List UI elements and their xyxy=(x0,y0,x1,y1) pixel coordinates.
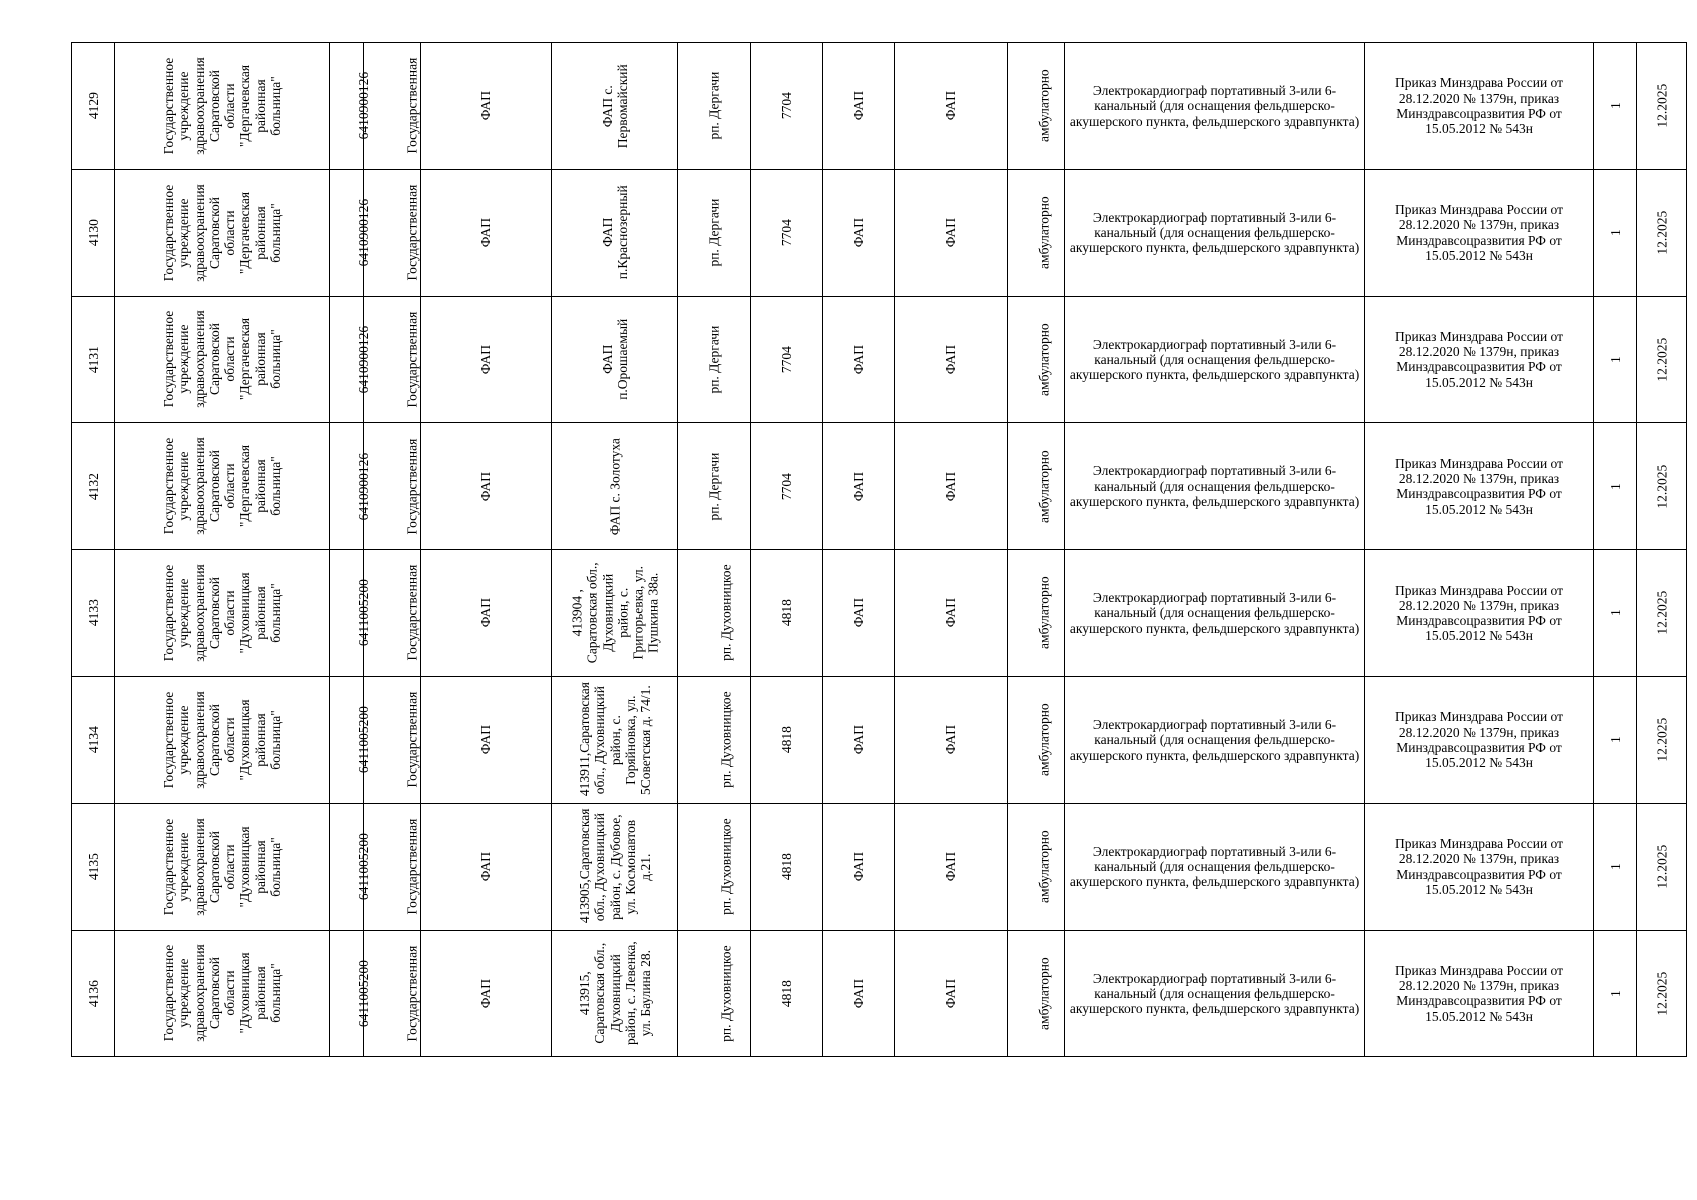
cell-locality-text: рп. Духовницкое xyxy=(718,564,734,662)
cell-ownership-text: Государственная xyxy=(404,57,420,154)
cell-locality xyxy=(678,803,751,930)
cell-type-2 xyxy=(895,676,1008,803)
cell-locality-text: рп. Духовницкое xyxy=(718,818,734,915)
cell-ownership-text: Государственная xyxy=(404,565,420,662)
cell-quantity-text: 1 xyxy=(1607,609,1623,617)
cell-kind-text: ФАП xyxy=(478,471,494,501)
cell-date xyxy=(1637,169,1687,296)
cell-date xyxy=(1637,803,1687,930)
cell-type-1 xyxy=(823,676,895,803)
cell-ownership-text: Государственная xyxy=(404,311,420,408)
cell-type-1 xyxy=(823,930,895,1057)
cell-locality xyxy=(678,676,751,803)
cell-care-condition xyxy=(1008,550,1065,677)
cell-date xyxy=(1637,550,1687,677)
cell-order xyxy=(1365,169,1594,296)
cell-code-text: 4818 xyxy=(778,599,794,627)
cell-date-text: 12.2025 xyxy=(1653,971,1669,1016)
cell-kind-text: ФАП xyxy=(478,598,494,628)
cell-type-2 xyxy=(895,930,1008,1057)
cell-code-text: 7704 xyxy=(778,472,794,500)
cell-type-2-text: ФАП xyxy=(943,598,959,628)
cell-kind-text: ФАП xyxy=(478,91,494,121)
cell-organization xyxy=(115,43,330,170)
cell-date-text: 12.2025 xyxy=(1653,210,1669,255)
cell-facility-name-text: ФАП с. Золотуха xyxy=(606,437,622,535)
cell-ownership-text: Государственная xyxy=(404,691,420,788)
cell-type-2-text: ФАП xyxy=(943,218,959,248)
cell-inn xyxy=(330,550,371,677)
cell-type-1-text: ФАП xyxy=(850,471,866,501)
cell-equipment xyxy=(1065,423,1365,550)
cell-kind-text: ФАП xyxy=(478,218,494,248)
cell-care-condition-text: амбулаторно xyxy=(1036,576,1052,650)
cell-type-1-text: ФАП xyxy=(850,852,866,882)
cell-quantity xyxy=(1594,803,1637,930)
cell-quantity-text: 1 xyxy=(1607,482,1623,490)
cell-organization-text: Государственное учреждение здравоохранения Саратовской области "Духовницкая районная больница" xyxy=(161,817,283,916)
cell-number-text: 4135 xyxy=(85,853,101,881)
cell-facility-name-text: ФАП п.Краснозерный xyxy=(599,185,630,280)
cell-equipment xyxy=(1065,803,1365,930)
cell-kind-text: ФАП xyxy=(478,344,494,375)
equipment-register-table xyxy=(71,42,1687,1057)
cell-code xyxy=(751,43,823,170)
cell-number-text: 4129 xyxy=(85,92,101,120)
cell-quantity xyxy=(1594,296,1637,423)
cell-type-2-text: ФАП xyxy=(943,344,959,375)
cell-date-text: 12.2025 xyxy=(1653,717,1669,762)
cell-facility-name-text: ФАП с. Первомайский xyxy=(599,63,630,148)
cell-care-condition xyxy=(1008,423,1065,550)
cell-type-1-text: ФАП xyxy=(850,978,866,1009)
cell-type-1-text: ФАП xyxy=(850,218,866,248)
cell-care-condition-text: амбулаторно xyxy=(1036,957,1052,1030)
cell-type-2-text: ФАП xyxy=(943,91,959,121)
cell-order-text: Приказ Минздрава России от 28.12.2020 № 1379н, приказ Минздравсоцразвития РФ от 15.05.2012 № 543н xyxy=(1395,582,1564,644)
cell-inn-text: 6410900126 xyxy=(356,72,372,140)
table-row xyxy=(72,423,1687,550)
cell-type-1 xyxy=(823,550,895,677)
cell-quantity xyxy=(1594,423,1637,550)
cell-care-condition xyxy=(1008,43,1065,170)
cell-facility-name-text: 413915, Саратовская обл., Духовницкий район, с. Левенка, ул. Баулина 28. xyxy=(576,941,653,1046)
cell-organization xyxy=(115,169,330,296)
table-row xyxy=(72,43,1687,170)
cell-equipment xyxy=(1065,296,1365,423)
cell-date-text: 12.2025 xyxy=(1653,844,1669,889)
cell-date xyxy=(1637,423,1687,550)
cell-organization xyxy=(115,930,330,1057)
cell-order xyxy=(1365,676,1594,803)
cell-type-2 xyxy=(895,43,1008,170)
cell-code-text: 7704 xyxy=(778,345,794,373)
cell-kind xyxy=(421,43,552,170)
cell-locality-text: рп. Дергачи xyxy=(706,325,722,394)
cell-quantity xyxy=(1594,169,1637,296)
cell-organization-text: Государственное учреждение здравоохранения Саратовской области "Духовницкая районная больница" xyxy=(161,944,283,1043)
cell-inn-text: 6410900126 xyxy=(356,452,372,521)
cell-ownership xyxy=(364,930,421,1057)
cell-type-2 xyxy=(895,169,1008,296)
cell-code-text: 4818 xyxy=(778,979,794,1007)
cell-code xyxy=(751,676,823,803)
cell-inn-text: 6411005200 xyxy=(355,833,371,901)
cell-order xyxy=(1365,423,1594,550)
cell-type-2 xyxy=(895,423,1008,550)
cell-care-condition-text: амбулаторно xyxy=(1036,196,1052,269)
cell-facility-name xyxy=(552,550,678,677)
cell-kind-text: ФАП xyxy=(478,725,494,755)
cell-quantity-text: 1 xyxy=(1607,102,1623,110)
cell-quantity xyxy=(1594,550,1637,677)
cell-code xyxy=(751,930,823,1057)
cell-number xyxy=(72,930,115,1057)
cell-organization-text: Государственное учреждение здравоохранения Саратовской области "Дергачевская районная больница" xyxy=(161,183,283,282)
cell-order-text: Приказ Минздрава России от 28.12.2020 № 1379н, приказ Минздравсоцразвития РФ от 15.05.2012 № 543н xyxy=(1395,455,1564,517)
cell-order-text: Приказ Минздрава России от 28.12.2020 № 1379н, приказ Минздравсоцразвития РФ от 15.05.2012 № 543н xyxy=(1395,962,1564,1024)
cell-type-1 xyxy=(823,43,895,170)
cell-locality-text: рп. Духовницкое xyxy=(718,945,734,1042)
cell-facility-name-text: 413905,Саратовская обл., Духовницкий район, с. Дубовое, ул. Космонавтов д.21. xyxy=(576,808,653,923)
cell-number xyxy=(72,43,115,170)
cell-quantity xyxy=(1594,676,1637,803)
cell-kind xyxy=(421,930,552,1057)
cell-order-text: Приказ Минздрава России от 28.12.2020 № 1379н, приказ Минздравсоцразвития РФ от 15.05.2012 № 543н xyxy=(1395,202,1564,263)
cell-type-2 xyxy=(895,296,1008,423)
cell-facility-name xyxy=(552,43,678,170)
cell-code-text: 7704 xyxy=(778,219,794,247)
cell-facility-name-text: 413904 , Саратовская обл., Духовницкий район, с. Григорьевка, ул. Пушкина 38а. xyxy=(568,562,661,664)
cell-organization-text: Государственное учреждение здравоохранения Саратовской области "Дергачевская районная больница" xyxy=(161,310,283,409)
cell-equipment xyxy=(1065,43,1365,170)
cell-kind xyxy=(421,803,552,930)
cell-code-text: 4818 xyxy=(778,853,794,881)
cell-order xyxy=(1365,930,1594,1057)
cell-inn xyxy=(330,676,371,803)
cell-quantity xyxy=(1594,43,1637,170)
cell-type-1-text: ФАП xyxy=(850,725,866,755)
cell-code xyxy=(751,296,823,423)
cell-date xyxy=(1637,43,1687,170)
cell-locality xyxy=(678,169,751,296)
cell-equipment-text: Электрокардиограф портативный 3-или 6-канальный (для оснащения фельдшерско-акушерского пункта, фельдшерского здравпункта) xyxy=(1069,209,1360,256)
cell-type-1-text: ФАП xyxy=(850,91,866,121)
cell-kind xyxy=(421,296,552,423)
cell-code xyxy=(751,550,823,677)
cell-equipment-text: Электрокардиограф портативный 3-или 6-канальный (для оснащения фельдшерско-акушерского пункта, фельдшерского здравпункта) xyxy=(1069,463,1360,509)
cell-type-1-text: ФАП xyxy=(850,598,866,628)
cell-locality-text: рп. Дергачи xyxy=(706,452,722,521)
cell-number xyxy=(72,296,115,423)
cell-quantity-text: 1 xyxy=(1607,736,1623,744)
table-row xyxy=(72,169,1687,296)
cell-quantity-text: 1 xyxy=(1607,863,1623,871)
cell-code-text: 7704 xyxy=(778,92,794,120)
table-row xyxy=(72,550,1687,677)
cell-facility-name xyxy=(552,296,678,423)
cell-kind-text: ФАП xyxy=(478,978,494,1009)
cell-ownership xyxy=(364,43,421,170)
cell-date-text: 12.2025 xyxy=(1653,591,1669,636)
cell-kind xyxy=(421,423,552,550)
table-row xyxy=(72,930,1687,1057)
cell-ownership xyxy=(364,676,421,803)
cell-order-text: Приказ Минздрава России от 28.12.2020 № 1379н, приказ Минздравсоцразвития РФ от 15.05.2012 № 543н xyxy=(1395,75,1564,137)
cell-inn xyxy=(330,423,372,550)
cell-organization-text: Государственное учреждение здравоохранения Саратовской области "Духовницкая районная больница" xyxy=(161,691,283,789)
cell-type-1 xyxy=(823,296,895,423)
cell-ownership-text: Государственная xyxy=(404,184,420,281)
cell-number-text: 4131 xyxy=(85,345,101,373)
cell-type-1 xyxy=(823,803,895,930)
cell-number xyxy=(72,550,115,677)
cell-date xyxy=(1637,676,1687,803)
cell-facility-name xyxy=(552,423,678,550)
cell-equipment-text: Электрокардиограф портативный 3-или 6-канальный (для оснащения фельдшерско-акушерского пункта, фельдшерского здравпункта) xyxy=(1069,717,1360,763)
cell-facility-name xyxy=(552,676,678,803)
cell-date xyxy=(1637,296,1687,423)
cell-inn-text: 6411005200 xyxy=(355,706,371,774)
cell-facility-name xyxy=(552,930,678,1057)
cell-inn xyxy=(330,43,372,170)
cell-number-text: 4130 xyxy=(85,219,101,247)
cell-care-condition-text: амбулаторно xyxy=(1036,830,1052,903)
cell-type-1 xyxy=(823,423,895,550)
cell-type-2-text: ФАП xyxy=(943,471,959,501)
cell-organization xyxy=(115,550,330,677)
cell-locality-text: рп. Духовницкое xyxy=(718,691,734,789)
cell-date xyxy=(1637,930,1687,1057)
cell-order xyxy=(1365,43,1594,170)
cell-number-text: 4133 xyxy=(85,599,101,627)
cell-ownership xyxy=(364,296,421,423)
cell-equipment xyxy=(1065,169,1365,296)
cell-locality xyxy=(678,930,751,1057)
cell-ownership xyxy=(364,550,421,677)
cell-ownership-text: Государственная xyxy=(404,818,420,915)
cell-date-text: 12.2025 xyxy=(1653,83,1669,128)
cell-type-2 xyxy=(895,550,1008,677)
cell-care-condition-text: амбулаторно xyxy=(1036,323,1052,396)
cell-locality xyxy=(678,550,751,677)
cell-inn-text: 6411005200 xyxy=(355,959,371,1027)
cell-inn xyxy=(330,169,372,296)
cell-order-text: Приказ Минздрава России от 28.12.2020 № 1379н, приказ Минздравсоцразвития РФ от 15.05.2012 № 543н xyxy=(1395,836,1564,897)
cell-care-condition xyxy=(1008,296,1065,423)
cell-organization xyxy=(115,423,330,550)
cell-type-2-text: ФАП xyxy=(943,725,959,755)
cell-code xyxy=(751,803,823,930)
cell-quantity-text: 1 xyxy=(1607,356,1623,363)
cell-order-text: Приказ Минздрава России от 28.12.2020 № 1379н, приказ Минздравсоцразвития РФ от 15.05.2012 № 543н xyxy=(1395,709,1564,771)
cell-ownership-text: Государственная xyxy=(404,945,420,1042)
cell-ownership xyxy=(364,169,421,296)
cell-code xyxy=(751,169,823,296)
cell-type-2 xyxy=(895,803,1008,930)
cell-inn xyxy=(330,803,371,930)
cell-care-condition xyxy=(1008,803,1065,930)
cell-number-text: 4132 xyxy=(85,472,101,500)
cell-equipment-text: Электрокардиограф портативный 3-или 6-канальный (для оснащения фельдшерско-акушерского пункта, фельдшерского здравпункта) xyxy=(1069,590,1360,636)
cell-number xyxy=(72,803,115,930)
cell-organization-text: Государственное учреждение здравоохранения Саратовской области "Духовницкая районная больница" xyxy=(161,564,283,662)
cell-facility-name-text: 413911,Саратовская обл., Духовницкий район, с. Горяйновка, ул. 5Советская д. 74/1. xyxy=(576,681,653,796)
cell-equipment xyxy=(1065,550,1365,677)
cell-equipment xyxy=(1065,676,1365,803)
cell-locality xyxy=(678,296,751,423)
cell-type-1-text: ФАП xyxy=(850,344,866,375)
cell-care-condition-text: амбулаторно xyxy=(1036,69,1052,143)
cell-care-condition xyxy=(1008,676,1065,803)
cell-kind xyxy=(421,550,552,677)
cell-ownership-text: Государственная xyxy=(404,438,420,535)
cell-care-condition-text: амбулаторно xyxy=(1036,703,1052,777)
cell-code xyxy=(751,423,823,550)
cell-quantity xyxy=(1594,930,1637,1057)
cell-number xyxy=(72,423,115,550)
cell-number xyxy=(72,676,115,803)
cell-facility-name-text: ФАП п.Орошаемый xyxy=(599,318,630,401)
cell-locality xyxy=(678,43,751,170)
cell-organization xyxy=(115,676,330,803)
cell-equipment-text: Электрокардиограф портативный 3-или 6-канальный (для оснащения фельдшерско-акушерского пункта, фельдшерского здравпункта) xyxy=(1069,970,1360,1017)
cell-order xyxy=(1365,296,1594,423)
cell-ownership xyxy=(364,803,421,930)
cell-inn-text: 6410900126 xyxy=(356,198,372,267)
cell-locality xyxy=(678,423,751,550)
cell-inn-text: 6410900126 xyxy=(356,325,372,394)
cell-inn-text: 6411005200 xyxy=(355,579,371,647)
cell-date-text: 12.2025 xyxy=(1653,464,1669,509)
cell-locality-text: рп. Дергачи xyxy=(706,198,722,267)
cell-order xyxy=(1365,803,1594,930)
cell-equipment-text: Электрокардиограф портативный 3-или 6-канальный (для оснащения фельдшерско-акушерского пункта, фельдшерского здравпункта) xyxy=(1069,336,1360,383)
cell-kind xyxy=(421,169,552,296)
cell-care-condition xyxy=(1008,169,1065,296)
cell-order-text: Приказ Минздрава России от 28.12.2020 № 1379н, приказ Минздравсоцразвития РФ от 15.05.2012 № 543н xyxy=(1395,328,1564,390)
cell-code-text: 4818 xyxy=(778,726,794,754)
cell-organization-text: Государственное учреждение здравоохранения Саратовской области "Дергачевская районная больница" xyxy=(161,437,283,536)
cell-facility-name xyxy=(552,803,678,930)
cell-care-condition-text: амбулаторно xyxy=(1036,449,1052,523)
cell-type-1 xyxy=(823,169,895,296)
cell-quantity-text: 1 xyxy=(1607,229,1623,237)
cell-quantity-text: 1 xyxy=(1607,990,1623,997)
table-row xyxy=(72,296,1687,423)
cell-inn xyxy=(330,930,371,1057)
cell-number-text: 4134 xyxy=(85,726,101,754)
cell-order xyxy=(1365,550,1594,677)
cell-equipment-text: Электрокардиограф портативный 3-или 6-канальный (для оснащения фельдшерско-акушерского пункта, фельдшерского здравпункта) xyxy=(1069,843,1360,890)
cell-number xyxy=(72,169,115,296)
cell-type-2-text: ФАП xyxy=(943,852,959,882)
cell-number-text: 4136 xyxy=(85,979,101,1007)
cell-inn xyxy=(330,296,372,423)
table-row xyxy=(72,676,1687,803)
cell-care-condition xyxy=(1008,930,1065,1057)
cell-organization-text: Государственное учреждение здравоохранения Саратовской области "Дергачевская районная больница" xyxy=(161,57,283,155)
cell-locality-text: рп. Дергачи xyxy=(706,71,722,140)
table-row xyxy=(72,803,1687,930)
cell-organization xyxy=(115,296,330,423)
cell-equipment xyxy=(1065,930,1365,1057)
cell-type-2-text: ФАП xyxy=(943,978,959,1009)
cell-date-text: 12.2025 xyxy=(1653,337,1669,382)
cell-facility-name xyxy=(552,169,678,296)
cell-kind xyxy=(421,676,552,803)
cell-equipment-text: Электрокардиограф портативный 3-или 6-канальный (для оснащения фельдшерско-акушерского пункта, фельдшерского здравпункта) xyxy=(1069,83,1360,129)
cell-kind-text: ФАП xyxy=(478,852,494,882)
cell-ownership xyxy=(364,423,421,550)
cell-organization xyxy=(115,803,330,930)
